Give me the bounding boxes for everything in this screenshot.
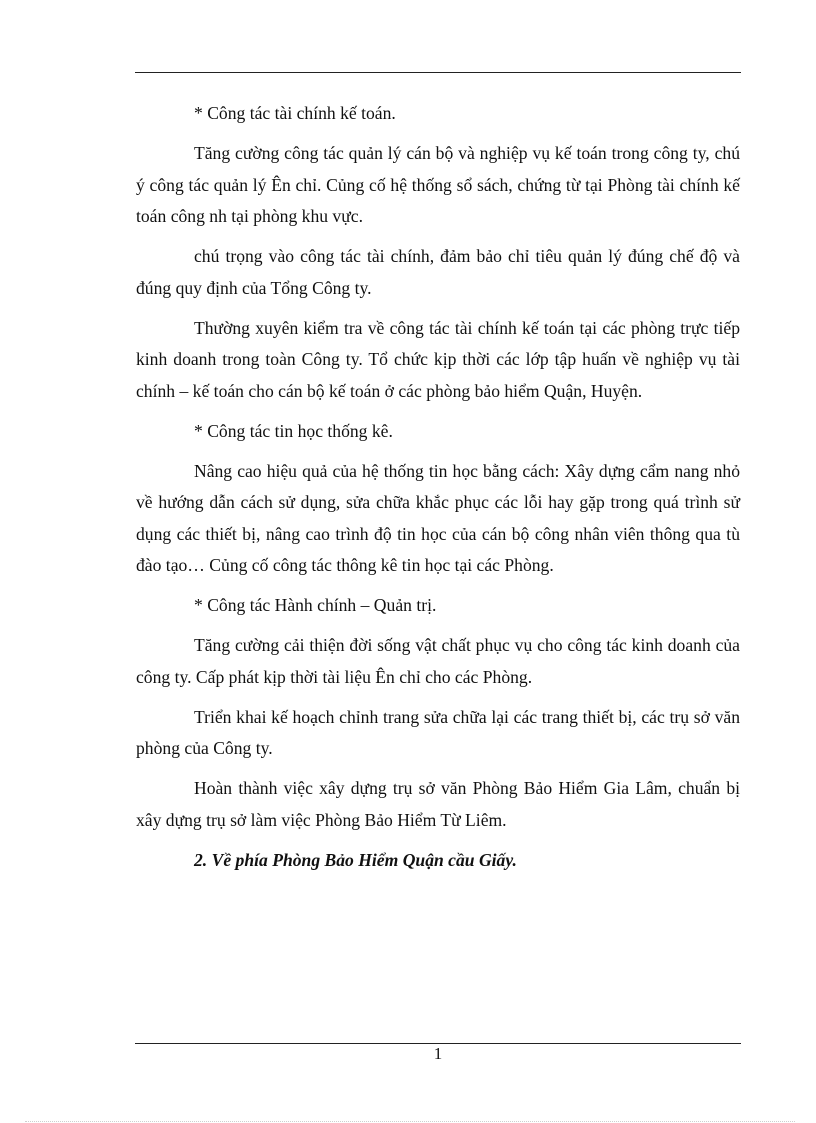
paragraph: chú trọng vào công tác tài chính, đảm bảo chỉ tiêu quản lý đúng chế độ và đúng quy định của Tổng Công ty. <box>136 246 740 298</box>
paragraph: Thường xuyên kiểm tra về công tác tài chính kế toán tại các phòng trực tiếp kinh doanh trong toàn Công ty. Tổ chức kịp thời các lớp tập huấn về nghiệp vụ tài chính – kế toán cho cán bộ kế toán ở các phòng bảo hiểm Quận, Huyện. <box>136 317 740 401</box>
section-heading: 2. Về phía Phòng Bảo Hiểm Quận cầu Giấy. <box>194 849 517 870</box>
paragraph: Tăng cường cải thiện đời sống vật chất phục vụ cho công tác kinh doanh của công ty. Cấp phát kịp thời tài liệu Ên chỉ cho các Phòng. <box>136 635 740 687</box>
document-body <box>136 98 740 885</box>
header-rule <box>135 72 741 73</box>
page-edge-divider <box>25 1121 795 1122</box>
page-number: 1 <box>433 1044 443 1063</box>
subheading-it-statistics: * Công tác tin học thống kê. <box>194 420 393 441</box>
subheading-administration: * Công tác Hành chính – Quản trị. <box>194 595 437 615</box>
subheading-finance-accounting: * Công tác tài chính kế toán. <box>194 103 396 123</box>
paragraph: Nâng cao hiệu quả của hệ thống tin học bằng cách: Xây dựng cẩm nang nhỏ về hướng dẫn cách sử dụng, sửa chữa khắc phục các lỗi hay gặp trong quá trình sử dụng các thiết bị, nâng cao trình độ tin học của cán bộ công nhân viên thông qua tù đào tạo… Củng cố công tác thông kê tin học tại các Phòng. <box>136 460 740 575</box>
paragraph: Triển khai kế hoạch chỉnh trang sửa chữa lại các trang thiết bị, các trụ sở văn phòng của Công ty. <box>136 706 740 758</box>
paragraph: Hoàn thành việc xây dựng trụ sở văn Phòng Bảo Hiểm Gia Lâm, chuẩn bị xây dựng trụ sở làm việc Phòng Bảo Hiểm Từ Liêm. <box>136 778 740 830</box>
paragraph: Tăng cường công tác quản lý cán bộ và nghiệp vụ kế toán trong công ty, chú ý công tác quản lý Ên chỉ. Củng cố hệ thống sổ sách, chứng từ tại Phòng tài chính kế toán công nh tại phòng khu vực. <box>136 143 740 226</box>
